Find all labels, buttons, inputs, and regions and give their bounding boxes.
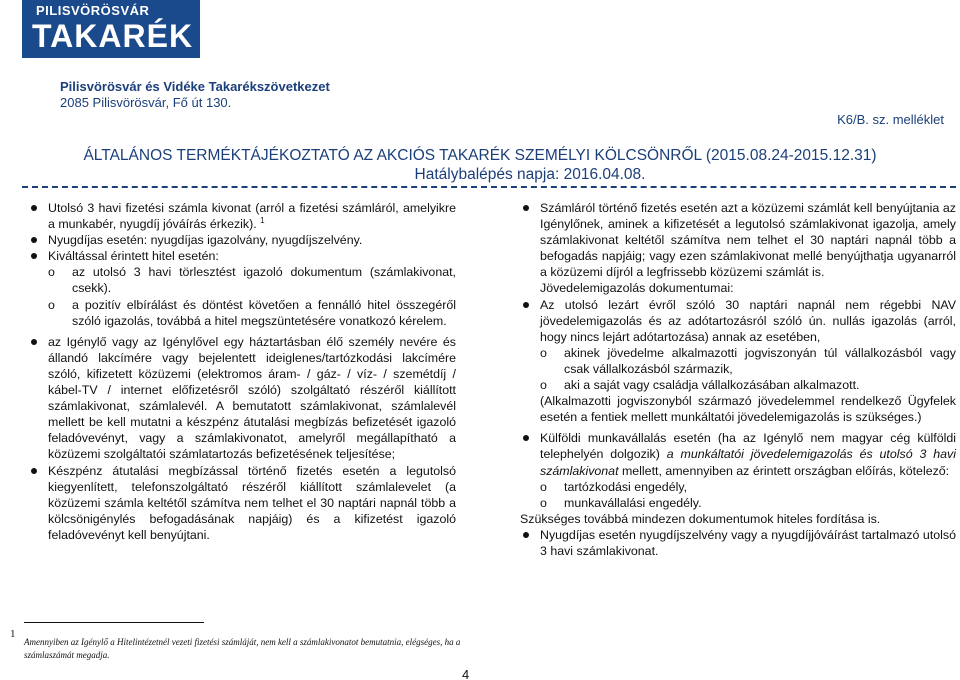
footnote-text: Amennyiben az Igénylő a Hitelintézetnél vezeti fizetési számláját, nem kell a számlakivonatot bemutatnia, elégséges, ha a számlaszámát megadja. (24, 637, 461, 660)
list-item: Utolsó 3 havi fizetési számla kivonat (arról a fizetési számláról, amelyikre a munkabér, nyugdíj jóváírás érkezik). $^1$ (28, 200, 456, 232)
sub-list-item: o aki a saját vagy családja vállalkozásában alkalmazott. (520, 377, 956, 393)
sub-list-item: o munkavállalási engedély. (520, 495, 956, 511)
right-column (520, 200, 956, 559)
list-item: Nyugdíjas esetén nyugdíjszelvény vagy a nyugdíjjóváírást tartalmazó utolsó 3 havi számlakivonat. (520, 527, 956, 559)
footnote-number: 1 (10, 628, 16, 640)
sub-list-item: o tartózkodási engedély, (520, 479, 956, 495)
footnote-rule (24, 622, 204, 623)
organization-name: Pilisvörösvár és Vidéke Takarékszövetkezet (60, 79, 330, 94)
list-item: Kiváltással érintett hitel esetén: (28, 248, 456, 264)
logo-top-text: PILISVÖRÖSVÁR (36, 3, 150, 18)
sub-list-item: o akinek jövedelme alkalmazotti jogviszonyán túl vállalkozásból vagy csak vállalkozásból származik, (520, 345, 956, 377)
effective-date: Hatálybalépés napja: 2016.04.08. (414, 166, 646, 183)
left-column (28, 200, 456, 543)
list-item: Számláról történő fizetés esetén azt a közüzemi számlát kell benyújtania az Igénylőnek, aminek a kifizetését a legutolsó számlakivonat igazolja, amely számlakivonat keltétől számítva nem telhet el 30 naptári napnál több a befogadás napjáig; vagy ezen számlakivonat mellé benyújthatja ugyanarról a közüzemi díjról a legfrissebb közüzemi számlát is. (520, 200, 956, 280)
list-item: Az utolsó lezárt évről szóló 30 naptári napnál nem régebbi NAV jövedelemigazolás és az adótartozásról szóló ún. nullás igazolás (arról, hogy nincs lejárt adótartozása) annak az esetében, (520, 297, 956, 345)
page-number: 4 (462, 667, 470, 680)
organization-block (60, 79, 330, 111)
list-item: Külföldi munkavállalás esetén (ha az Igénylő nem magyar cég külföldi telephelyén dolgozik) a munkáltatói jövedelemigazolás és utolsó 3 havi számlakivonat mellett, amennyiben az érintett országban előírás, kötelező: (520, 430, 956, 478)
annex-label: K6/B. sz. melléklet (837, 112, 944, 127)
list-item: az Igénylő vagy az Igénylővel egy háztartásban élő személy nevére és állandó lakcímére vagy bejelentett ideiglenes/tartózkodási lakcímére szóló, kifizetett közüzemi (elektromos áram- / gáz- / víz- / szemétdíj / kábel-TV / internet előfizetésről szóló) szolgáltató részéről kiállított számlakivonat, számlalevél. A bemutatott számlakivonat, számlalevél mellett be kell mutatni a készpénz átutalási megbízás befizetését igazoló feladóvevényt, vagy a számlakivonatot, amelyről megállapítható a közüzemi szolgáltatói számlatartozás befizetésének teljesítése; (28, 334, 456, 463)
document-title: ÁLTALÁNOS TERMÉKTÁJÉKOZTATÓ AZ AKCIÓS TAKARÉK SZEMÉLYI KÖLCSÖNRŐL (2015.08.24-2015.12.31) (83, 147, 877, 164)
footnote-ref[interactable]: 1 (260, 215, 265, 225)
paragraph: Szükséges továbbá mindezen dokumentumok hiteles fordítása is. (520, 511, 881, 526)
list-item: Készpénz átutalási megbízással történő fizetés esetén a legutolsó kiegyenlített, telefonszolgáltató részéről kiállított számlalevelet (a közüzemi számla keltétől számítva nem telhet el 30 naptári napnál több a kölcsönigénylés befogadásának napjáig) és a kifizetést igazoló feladóvevényt kell benyújtani. (28, 463, 456, 543)
paragraph: Jövedelemigazolás dokumentumai: (540, 281, 734, 296)
takarek-logo (22, 0, 200, 58)
dashed-divider (22, 186, 956, 188)
list-item: Nyugdíjas esetén: nyugdíjas igazolvány, nyugdíjszelvény. (28, 232, 456, 248)
sub-list-item: o az utolsó 3 havi törlesztést igazoló dokumentum (számlakivonat, csekk). (28, 264, 456, 296)
paragraph: (Alkalmazotti jogviszonyból származó jövedelemmel rendelkező Ügyfelek esetén a fentiek mellett munkáltatói jövedelemigazolás is szükséges.) (540, 394, 956, 425)
logo-brand: TAKARÉK (32, 18, 194, 54)
sub-list-item: o a pozitív elbírálást és döntést követően a fennálló hitel összegéről szóló igazolás, továbbá a hitel megszüntetésére vonatkozó kérelem. (28, 297, 456, 329)
organization-address: 2085 Pilisvörösvár, Fő út 130. (60, 95, 232, 110)
